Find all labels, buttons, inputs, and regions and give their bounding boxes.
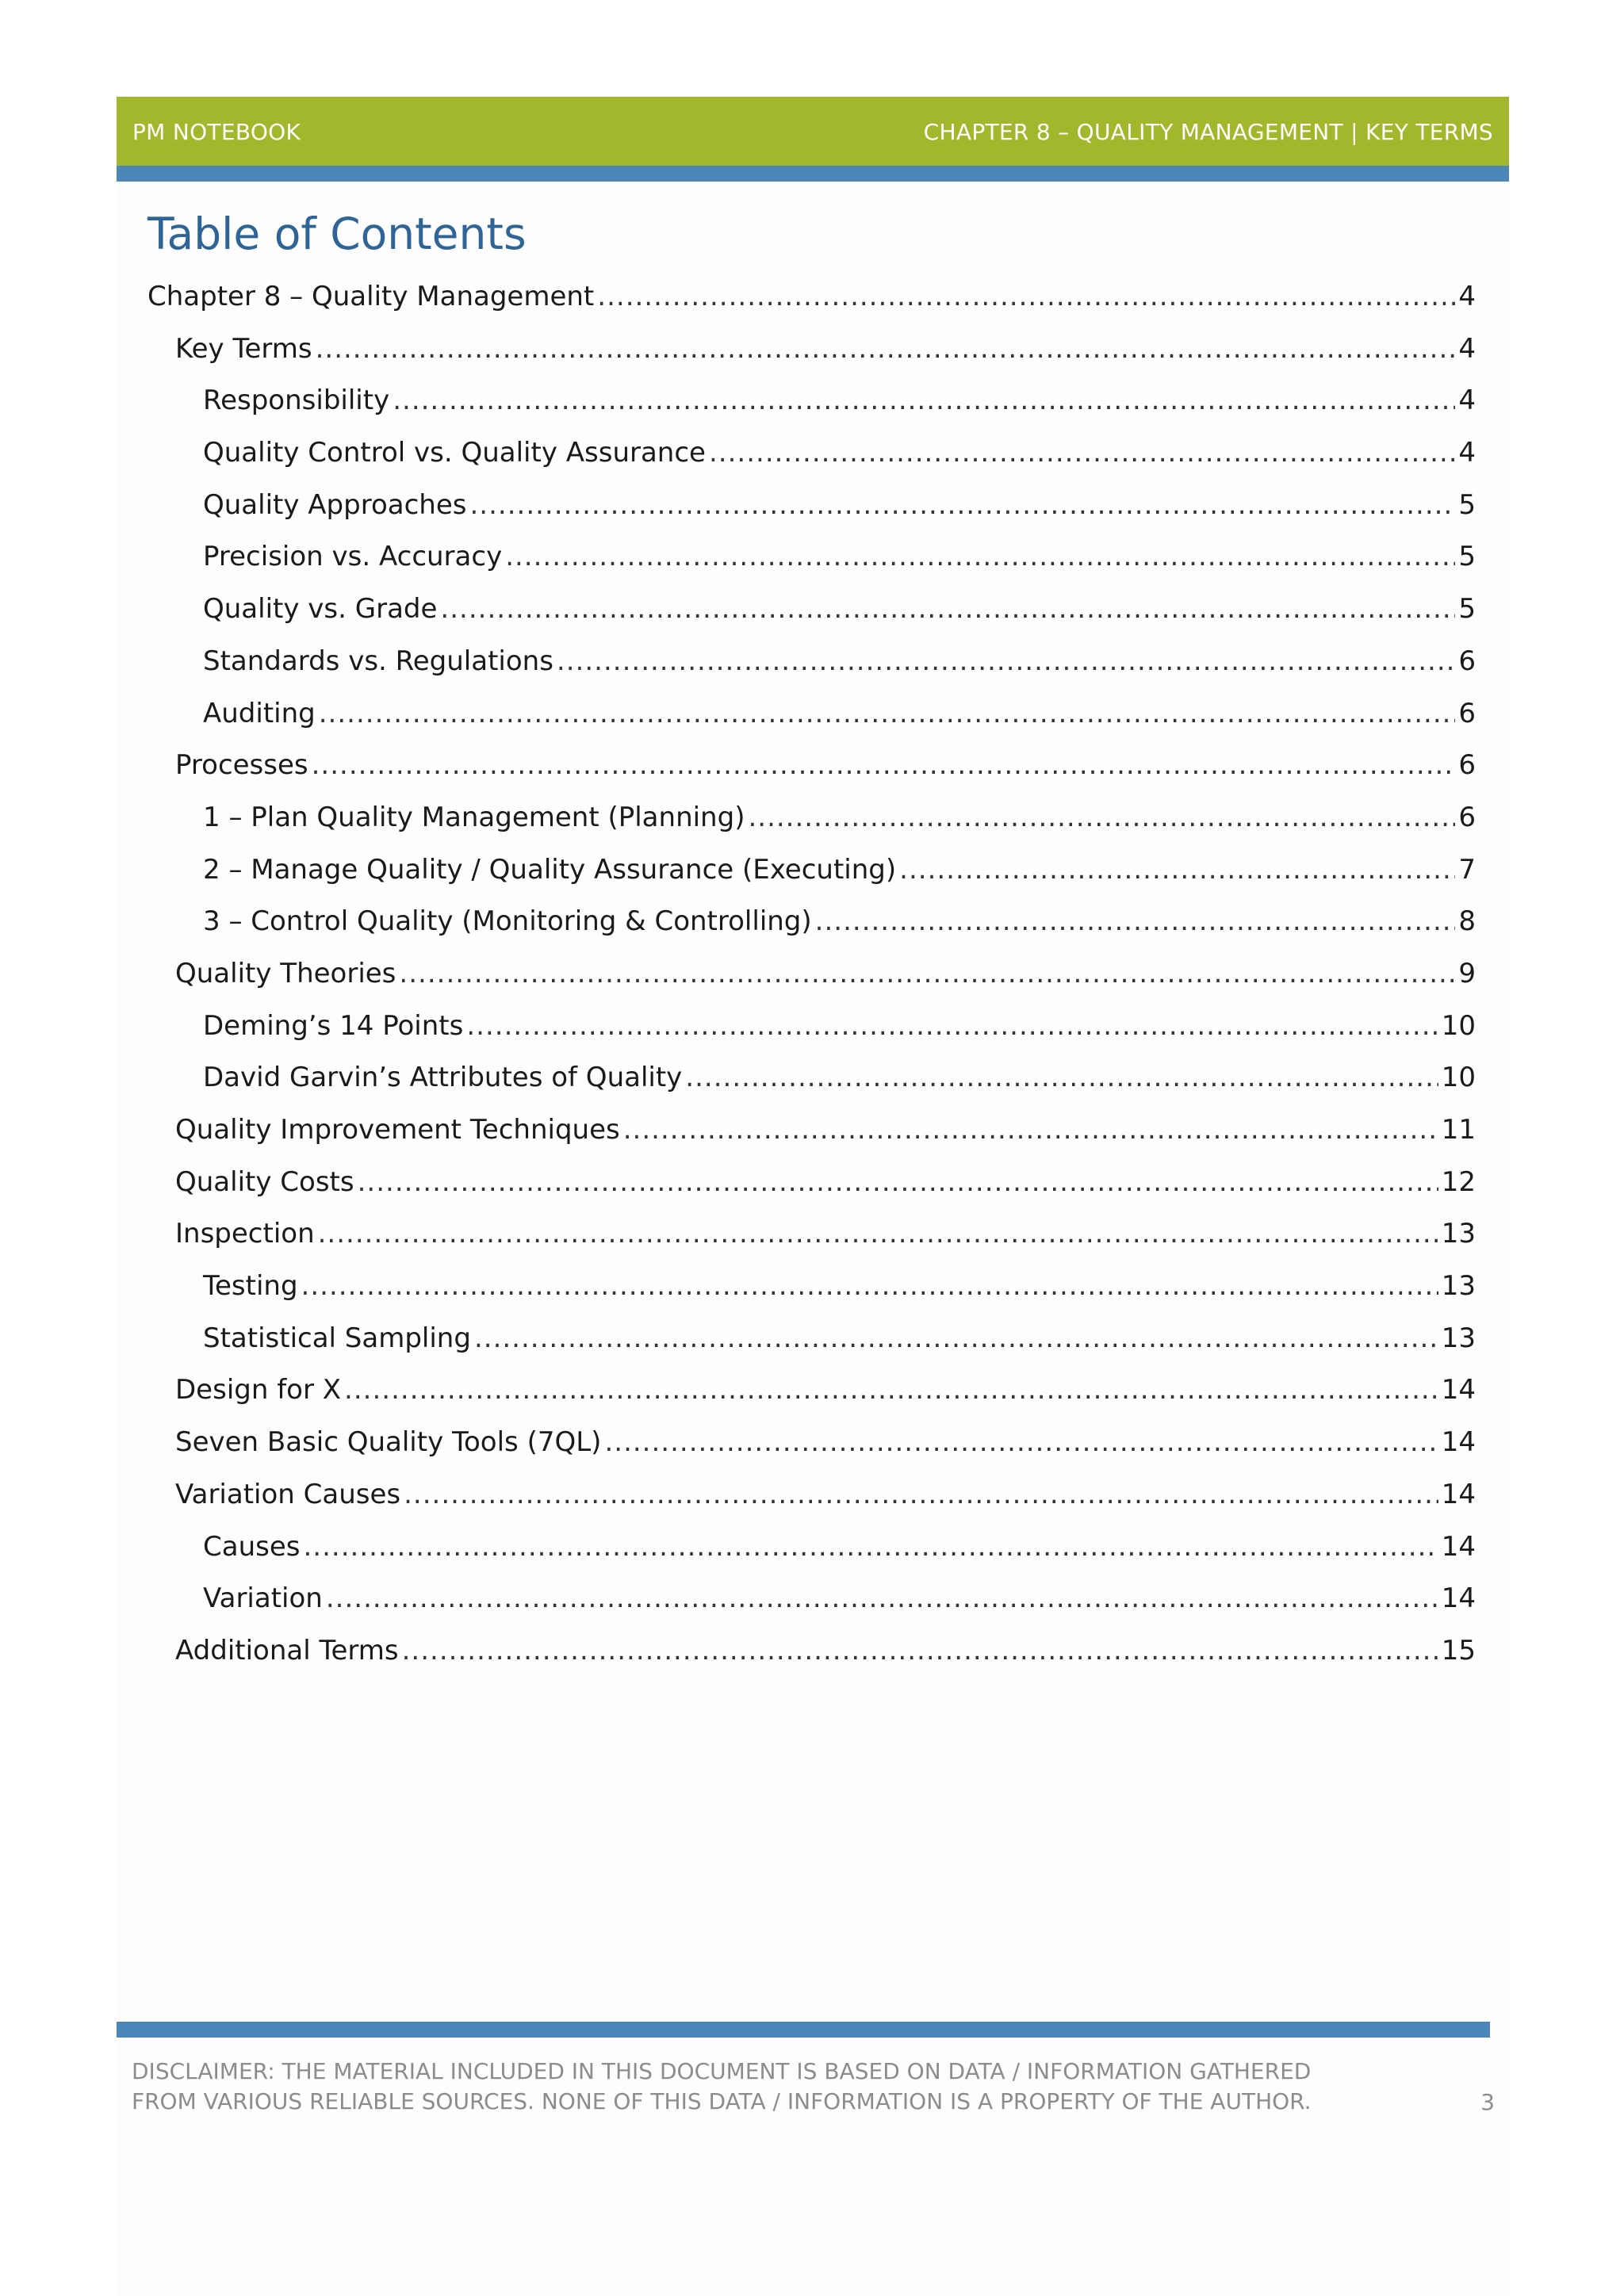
toc-entry-page: 4 bbox=[1458, 437, 1476, 469]
footer-disclaimer: DISCLAIMER: THE MATERIAL INCLUDED IN THIS DOCUMENT IS BASED ON DATA / INFORMATION GATHERED FROM VARIOUS RELIABLE SOURCES. NONE OF THIS DATA / INFORMATION IS A PROPERTY OF THE AUTHOR. bbox=[132, 2058, 1312, 2114]
toc-entry[interactable] bbox=[147, 385, 1476, 437]
toc-dot-leader bbox=[303, 1531, 1438, 1563]
toc-entry-page: 15 bbox=[1441, 1634, 1476, 1667]
toc-entry[interactable] bbox=[147, 698, 1476, 750]
toc-entry-text: Quality Theories bbox=[175, 957, 396, 989]
toc-entry-text: Quality vs. Grade bbox=[203, 593, 438, 626]
toc-entry-text: Quality Costs bbox=[175, 1165, 354, 1198]
toc-entry-text: Precision vs. Accuracy bbox=[203, 541, 503, 573]
toc-dot-leader bbox=[557, 645, 1455, 677]
toc-entry-page: 5 bbox=[1458, 593, 1476, 626]
toc-entry[interactable] bbox=[147, 333, 1476, 385]
toc-entry-page: 6 bbox=[1458, 749, 1476, 782]
toc-entry-text: Auditing bbox=[203, 697, 316, 729]
toc-entry-page: 6 bbox=[1458, 801, 1476, 833]
header-chapter-label: CHAPTER 8 – QUALITY MANAGEMENT | KEY TERMS bbox=[923, 119, 1493, 145]
toc-entry-text: Quality Improvement Techniques bbox=[175, 1114, 620, 1146]
toc-dot-leader bbox=[505, 541, 1455, 572]
toc-entry[interactable] bbox=[147, 1166, 1476, 1219]
toc-entry-page: 6 bbox=[1458, 697, 1476, 729]
toc-entry-text: Causes bbox=[203, 1530, 301, 1563]
toc-dot-leader bbox=[604, 1426, 1438, 1458]
toc-entry-text: Inspection bbox=[175, 1218, 315, 1250]
toc-dot-leader bbox=[312, 749, 1456, 781]
toc-dot-leader bbox=[815, 905, 1456, 937]
toc-dot-leader bbox=[399, 958, 1455, 989]
toc-dot-leader bbox=[318, 1218, 1438, 1249]
toc-dot-leader bbox=[685, 1062, 1438, 1093]
toc-entry[interactable] bbox=[147, 1374, 1476, 1426]
toc-entry-page: 10 bbox=[1441, 1062, 1476, 1094]
toc-dot-leader bbox=[344, 1374, 1438, 1406]
toc-entry-text: Testing bbox=[203, 1270, 298, 1303]
toc-entry[interactable] bbox=[147, 1582, 1476, 1635]
footer-divider bbox=[117, 2022, 1490, 2038]
toc-entry[interactable] bbox=[147, 1062, 1476, 1114]
toc-dot-leader bbox=[402, 1635, 1438, 1667]
table-of-contents bbox=[147, 281, 1476, 1687]
toc-dot-leader bbox=[316, 333, 1456, 365]
toc-entry-page: 5 bbox=[1458, 541, 1476, 573]
toc-entry-page: 4 bbox=[1458, 385, 1476, 417]
toc-entry-text: Standards vs. Regulations bbox=[203, 645, 553, 677]
toc-entry-page: 5 bbox=[1458, 488, 1476, 521]
toc-entry[interactable] bbox=[147, 1531, 1476, 1583]
toc-dot-leader bbox=[301, 1270, 1438, 1302]
toc-entry-page: 4 bbox=[1458, 332, 1476, 365]
toc-entry-text: Responsibility bbox=[203, 385, 390, 417]
toc-entry-text: Variation Causes bbox=[175, 1478, 401, 1510]
toc-entry[interactable] bbox=[147, 1479, 1476, 1531]
toc-entry[interactable] bbox=[147, 1114, 1476, 1166]
toc-entry-page: 8 bbox=[1458, 905, 1476, 938]
toc-entry-page: 10 bbox=[1441, 1009, 1476, 1042]
toc-entry[interactable] bbox=[147, 958, 1476, 1010]
toc-dot-leader bbox=[326, 1582, 1438, 1614]
toc-entry[interactable] bbox=[147, 281, 1476, 333]
toc-entry[interactable] bbox=[147, 854, 1476, 906]
toc-entry[interactable] bbox=[147, 905, 1476, 958]
toc-entry-page: 14 bbox=[1441, 1374, 1476, 1406]
toc-entry-text: 2 – Manage Quality / Quality Assurance (Executing) bbox=[203, 853, 897, 886]
toc-entry-text: Deming’s 14 Points bbox=[203, 1009, 464, 1042]
toc-entry[interactable] bbox=[147, 1270, 1476, 1322]
toc-dot-leader bbox=[709, 437, 1455, 469]
toc-entry[interactable] bbox=[147, 437, 1476, 489]
toc-dot-leader bbox=[466, 1010, 1438, 1042]
toc-dot-leader bbox=[469, 489, 1455, 521]
toc-entry[interactable] bbox=[147, 1635, 1476, 1687]
toc-dot-leader bbox=[623, 1114, 1438, 1146]
toc-entry-text: Seven Basic Quality Tools (7QL) bbox=[175, 1426, 602, 1459]
footer-page-number: 3 bbox=[1480, 2089, 1495, 2115]
toc-entry-text: Quality Approaches bbox=[203, 488, 467, 521]
toc-entry-page: 13 bbox=[1441, 1270, 1476, 1303]
toc-entry-text: Chapter 8 – Quality Management bbox=[147, 281, 595, 312]
toc-entry[interactable] bbox=[147, 802, 1476, 854]
toc-dot-leader bbox=[319, 698, 1456, 729]
toc-dot-leader bbox=[358, 1166, 1438, 1198]
toc-dot-leader bbox=[404, 1479, 1438, 1510]
toc-entry-text: Statistical Sampling bbox=[203, 1322, 471, 1354]
toc-entry-text: Key Terms bbox=[175, 332, 312, 365]
toc-entry[interactable] bbox=[147, 1010, 1476, 1062]
toc-entry-text: Quality Control vs. Quality Assurance bbox=[203, 437, 706, 469]
toc-entry-page: 14 bbox=[1441, 1426, 1476, 1459]
toc-entry-text: Design for X bbox=[175, 1374, 342, 1406]
toc-dot-leader bbox=[474, 1322, 1438, 1354]
toc-entry-page: 9 bbox=[1458, 957, 1476, 989]
toc-entry[interactable] bbox=[147, 749, 1476, 802]
toc-entry-page: 13 bbox=[1441, 1322, 1476, 1354]
toc-entry-page: 6 bbox=[1458, 645, 1476, 677]
toc-entry-text: David Garvin’s Attributes of Quality bbox=[203, 1062, 683, 1094]
toc-entry[interactable] bbox=[147, 1426, 1476, 1479]
header-divider bbox=[117, 166, 1509, 182]
toc-entry-text: Processes bbox=[175, 749, 308, 782]
toc-entry-text: Variation bbox=[203, 1582, 323, 1615]
toc-entry-page: 14 bbox=[1441, 1478, 1476, 1510]
page-header bbox=[117, 97, 1509, 166]
toc-entry[interactable] bbox=[147, 1218, 1476, 1270]
toc-entry[interactable] bbox=[147, 1322, 1476, 1375]
toc-dot-leader bbox=[748, 802, 1455, 833]
toc-entry[interactable] bbox=[147, 645, 1476, 698]
toc-entry-page: 11 bbox=[1441, 1114, 1476, 1146]
toc-entry-text: Additional Terms bbox=[175, 1634, 399, 1667]
header-notebook-label: PM NOTEBOOK bbox=[132, 119, 301, 145]
toc-entry[interactable] bbox=[147, 489, 1476, 541]
toc-entry-text: 3 – Control Quality (Monitoring & Controlling) bbox=[203, 905, 812, 938]
toc-entry[interactable] bbox=[147, 593, 1476, 645]
toc-dot-leader bbox=[440, 593, 1455, 625]
toc-entry-page: 12 bbox=[1441, 1165, 1476, 1198]
toc-entry-page: 4 bbox=[1458, 281, 1476, 312]
toc-entry[interactable] bbox=[147, 541, 1476, 593]
toc-dot-leader bbox=[393, 385, 1455, 416]
toc-entry-page: 13 bbox=[1441, 1218, 1476, 1250]
toc-dot-leader bbox=[899, 854, 1455, 886]
toc-dot-leader bbox=[597, 281, 1455, 312]
toc-title: Table of Contents bbox=[147, 209, 527, 259]
toc-entry-text: 1 – Plan Quality Management (Planning) bbox=[203, 801, 745, 833]
toc-entry-page: 7 bbox=[1458, 853, 1476, 886]
toc-entry-page: 14 bbox=[1441, 1582, 1476, 1615]
toc-entry-page: 14 bbox=[1441, 1530, 1476, 1563]
